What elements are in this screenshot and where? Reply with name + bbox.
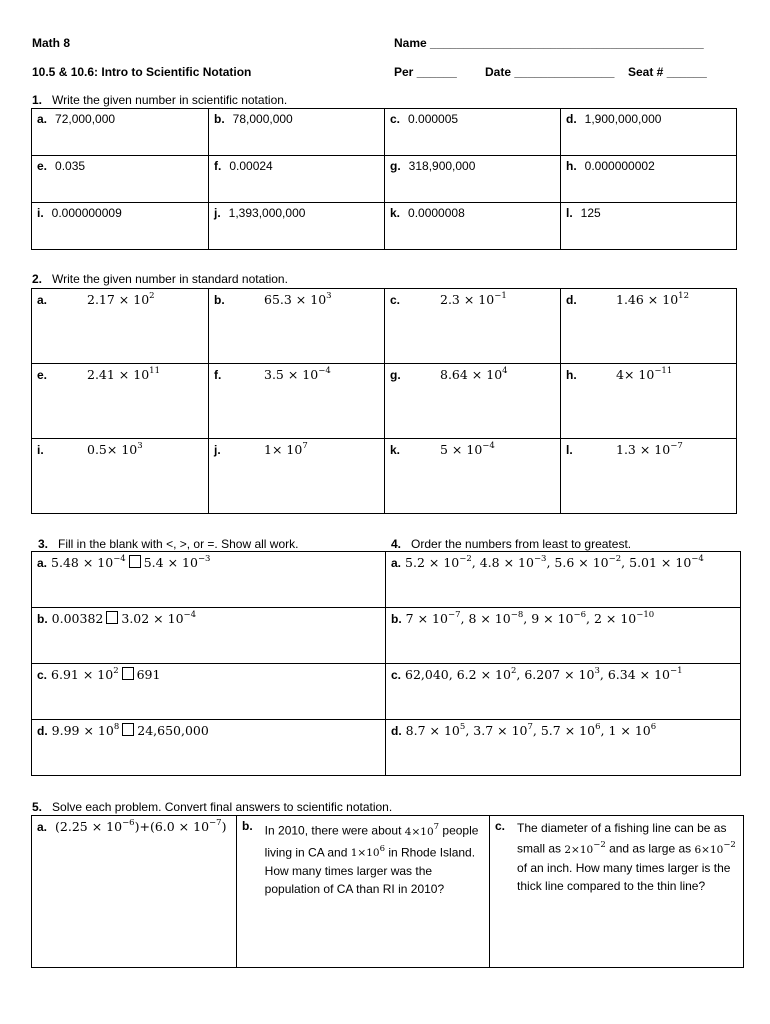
comma-separator: , — [516, 667, 525, 683]
right-value: 24,650,000 — [137, 723, 209, 739]
section-1-title: 1. Write the given number in scientific notation. — [32, 93, 288, 107]
worksheet-title: 10.5 & 10.6: Intro to Scientific Notation — [32, 65, 252, 79]
problem-1-e[interactable]: e. 0.035 — [32, 156, 209, 203]
problem-2-d[interactable]: d. $1.46 \times 10^{12}$ — [561, 289, 737, 364]
section-5-title: 5. Solve each problem. Convert final answers to scientific notation. — [32, 800, 393, 814]
problem-5a-expression: $(2.25 \times 10^{-6})+(6.0 \times 10^{-7})$ — [55, 818, 227, 835]
order-number: 62,040 — [405, 667, 449, 683]
section-2-table — [31, 288, 737, 514]
order-number: $5.6 \times 10^{-2}$ — [554, 554, 622, 571]
right-value: 691 — [136, 667, 161, 683]
order-number: $6.2 \times 10^2$ — [456, 666, 517, 683]
comma-separator: , — [532, 723, 541, 739]
per-label: Per — [394, 65, 414, 79]
problem-4-d[interactable]: d. $8.7 \times 10^5$, $3.7 \times 10^7$, $5.7 \times 10^6$, $1 \times 10^6$ — [386, 720, 741, 776]
given-number: 318,900,000 — [408, 159, 476, 173]
order-number: $7 \times 10^{-7}$ — [405, 610, 461, 627]
problem-2-h[interactable]: h. $4\times 10^{-11}$ — [561, 364, 737, 439]
seat-label: Seat # — [628, 65, 664, 79]
course-name: Math 8 — [32, 36, 71, 50]
scientific-number: $1\times 10^7$ — [264, 441, 308, 458]
problem-5b-text: In 2010, there were about $4\times 10^7$ people living in CA and $1\times 10^6$ in Rhode Island. How many times larger was the population of CA than RI in 2010? — [264, 822, 479, 896]
problem-4-a[interactable]: a. $5.2 \times 10^{-2}$, $4.8 \times 10^{-3}$, $5.6 \times 10^{-2}$, $5.01 \times 10^{-4}$ — [386, 552, 741, 608]
right-value: $3.02 \times 10^{-4}$ — [121, 610, 197, 627]
comma-separator: , — [471, 555, 480, 571]
section-2-title: 2. Write the given number in standard notation. — [32, 272, 288, 286]
problem-1-c[interactable]: c. 0.000005 — [385, 109, 561, 156]
name-field[interactable] — [394, 36, 704, 50]
scientific-number: $3.5 \times 10^{-4}$ — [264, 366, 331, 383]
problem-4-c[interactable]: c. 62,040, $6.2 \times 10^2$, $6.207 \times 10^3$, $6.34 \times 10^{-1}$ — [386, 664, 741, 720]
per-field[interactable] — [394, 65, 457, 79]
given-number: 0.000005 — [408, 112, 459, 126]
problem-1-l[interactable]: l. 125 — [561, 203, 737, 250]
problem-3-b[interactable]: b. 0.00382 $3.02 \times 10^{-4}$ — [32, 608, 386, 664]
right-value: $5.4 \times 10^{-3}$ — [143, 554, 211, 571]
left-value: $6.91 \times 10^2$ — [51, 666, 119, 683]
problem-2-i[interactable]: i. $0.5\times 10^3$ — [32, 439, 209, 514]
order-number: $5.7 \times 10^6$ — [540, 722, 601, 739]
problem-1-k[interactable]: k. 0.0000008 — [385, 203, 561, 250]
scientific-number: $2.3 \times 10^{-1}$ — [440, 291, 507, 308]
comma-separator: , — [448, 667, 457, 683]
order-number: $5.2 \times 10^{-2}$ — [405, 554, 472, 571]
comparison-blank-box[interactable] — [122, 723, 134, 736]
problem-2-c[interactable]: c. $2.3 \times 10^{-1}$ — [385, 289, 561, 364]
scientific-number: $2.41 \times 10^{11}$ — [87, 366, 160, 383]
seat-field[interactable] — [628, 65, 707, 79]
comma-separator: , — [523, 611, 532, 627]
section-3-title: 3. Fill in the blank with <, >, or =. Show all work. — [38, 537, 299, 551]
problem-2-a[interactable]: a. $2.17 \times 10^2$ — [32, 289, 209, 364]
comma-separator: , — [546, 555, 555, 571]
problem-2-g[interactable]: g. $8.64 \times 10^4$ — [385, 364, 561, 439]
date-blank: _______________ — [514, 65, 615, 79]
problem-3-a[interactable]: a. $5.48 \times 10^{-4}$ $5.4 \times 10^{-3}$ — [32, 552, 386, 608]
problem-1-d[interactable]: d. 1,900,000,000 — [561, 109, 737, 156]
order-number: $8.7 \times 10^5$ — [405, 722, 466, 739]
date-field[interactable] — [485, 65, 614, 79]
scientific-number: $5 \times 10^{-4}$ — [440, 441, 495, 458]
given-number: 0.035 — [55, 159, 86, 173]
order-number: $1 \times 10^6$ — [608, 722, 657, 739]
problem-1-b[interactable]: b. 78,000,000 — [209, 109, 385, 156]
problem-1-h[interactable]: h. 0.000000002 — [561, 156, 737, 203]
given-number: 78,000,000 — [232, 112, 293, 126]
problem-1-g[interactable]: g. 318,900,000 — [385, 156, 561, 203]
problem-4-b[interactable]: b. $7 \times 10^{-7}$, $8 \times 10^{-8}$, $9 \times 10^{-6}$, $2 \times 10^{-10}$ — [386, 608, 741, 664]
problem-2-j[interactable]: j. $1\times 10^7$ — [209, 439, 385, 514]
order-number: $2 \times 10^{-10}$ — [593, 610, 655, 627]
given-number: 125 — [580, 206, 601, 220]
problem-1-i[interactable]: i. 0.000000009 — [32, 203, 209, 250]
name-blank: _________________________________________ — [430, 36, 704, 50]
order-number: $3.7 \times 10^7$ — [473, 722, 533, 739]
left-value: $5.48 \times 10^{-4}$ — [51, 554, 126, 571]
comparison-blank-box[interactable] — [122, 667, 134, 680]
problem-2-k[interactable]: k. $5 \times 10^{-4}$ — [385, 439, 561, 514]
problem-5b[interactable]: b. In 2010, there were about $4\times 10^7$ people living in CA and $1\times 10^6$ in Rhode Island. How many times larger was the population of CA than RI in 2010? — [237, 816, 490, 968]
problem-1-j[interactable]: j. 1,393,000,000 — [209, 203, 385, 250]
name-label: Name — [394, 36, 427, 50]
comparison-blank-box[interactable] — [129, 555, 141, 568]
left-value: $9.99 \times 10^8$ — [51, 722, 120, 739]
problem-1-a[interactable]: a. 72,000,000 — [32, 109, 209, 156]
problem-1-f[interactable]: f. 0.00024 — [209, 156, 385, 203]
scientific-number: $1.3 \times 10^{-7}$ — [616, 441, 683, 458]
given-number: 72,000,000 — [55, 112, 116, 126]
given-number: 0.000000009 — [51, 206, 122, 220]
order-number: $4.8 \times 10^{-3}$ — [479, 554, 547, 571]
order-number: $5.01 \times 10^{-4}$ — [629, 554, 704, 571]
problem-3-d[interactable]: d. $9.99 \times 10^8$ 24,650,000 — [32, 720, 386, 776]
problem-2-f[interactable]: f. $3.5 \times 10^{-4}$ — [209, 364, 385, 439]
comma-separator: , — [586, 611, 594, 627]
comparison-blank-box[interactable] — [106, 611, 118, 624]
problem-3-c[interactable]: c. $6.91 \times 10^2$ 691 — [32, 664, 386, 720]
scientific-number: $1.46 \times 10^{12}$ — [616, 291, 689, 308]
comma-separator: , — [465, 723, 474, 739]
problem-5c[interactable]: c. The diameter of a fishing line can be as small as $2\times 10^{-2}$ and as large as $6\times 10^{-2}$ of an inch. How many times larger is the thick line compared to the thin line? — [490, 816, 744, 968]
per-blank: ______ — [416, 65, 457, 79]
given-number: 0.000000002 — [584, 159, 655, 173]
scientific-number: $2.17 \times 10^2$ — [87, 291, 155, 308]
scientific-number: $0.5\times 10^3$ — [87, 441, 143, 458]
order-number: $9 \times 10^{-6}$ — [531, 610, 587, 627]
left-value: 0.00382 — [51, 611, 104, 627]
given-number: 0.0000008 — [408, 206, 465, 220]
given-number: 0.00024 — [229, 159, 273, 173]
seat-blank: ______ — [666, 65, 707, 79]
comma-separator: , — [621, 555, 630, 571]
comma-separator: , — [599, 667, 608, 683]
problem-5c-text: The diameter of a fishing line can be as small as $2\times 10^{-2}$ and as large as $6\times 10^{-2}$ of an inch. How many times larger is the thick line compared to the thin line? — [517, 821, 736, 893]
section-3-4-table — [31, 551, 741, 776]
scientific-number: $4\times 10^{-11}$ — [616, 366, 673, 383]
section-4-title: 4. Order the numbers from least to greatest. — [391, 537, 632, 551]
given-number: 1,393,000,000 — [228, 206, 306, 220]
section-1-table — [31, 108, 737, 250]
section-5-table — [31, 815, 744, 968]
order-number: $8 \times 10^{-8}$ — [468, 610, 524, 627]
date-label: Date — [485, 65, 512, 79]
problem-2-l[interactable]: l. $1.3 \times 10^{-7}$ — [561, 439, 737, 514]
order-number: $6.34 \times 10^{-1}$ — [607, 666, 683, 683]
comma-separator: , — [600, 723, 609, 739]
comma-separator: , — [460, 611, 469, 627]
problem-2-e[interactable]: e. $2.41 \times 10^{11}$ — [32, 364, 209, 439]
scientific-number: $65.3 \times 10^3$ — [264, 291, 332, 308]
problem-2-b[interactable]: b. $65.3 \times 10^3$ — [209, 289, 385, 364]
problem-5a[interactable]: a. $(2.25 \times 10^{-6})+(6.0 \times 10^{-7})$ — [32, 816, 237, 968]
order-number: $6.207 \times 10^3$ — [524, 666, 600, 683]
scientific-number: $8.64 \times 10^4$ — [440, 366, 508, 383]
given-number: 1,900,000,000 — [584, 112, 662, 126]
